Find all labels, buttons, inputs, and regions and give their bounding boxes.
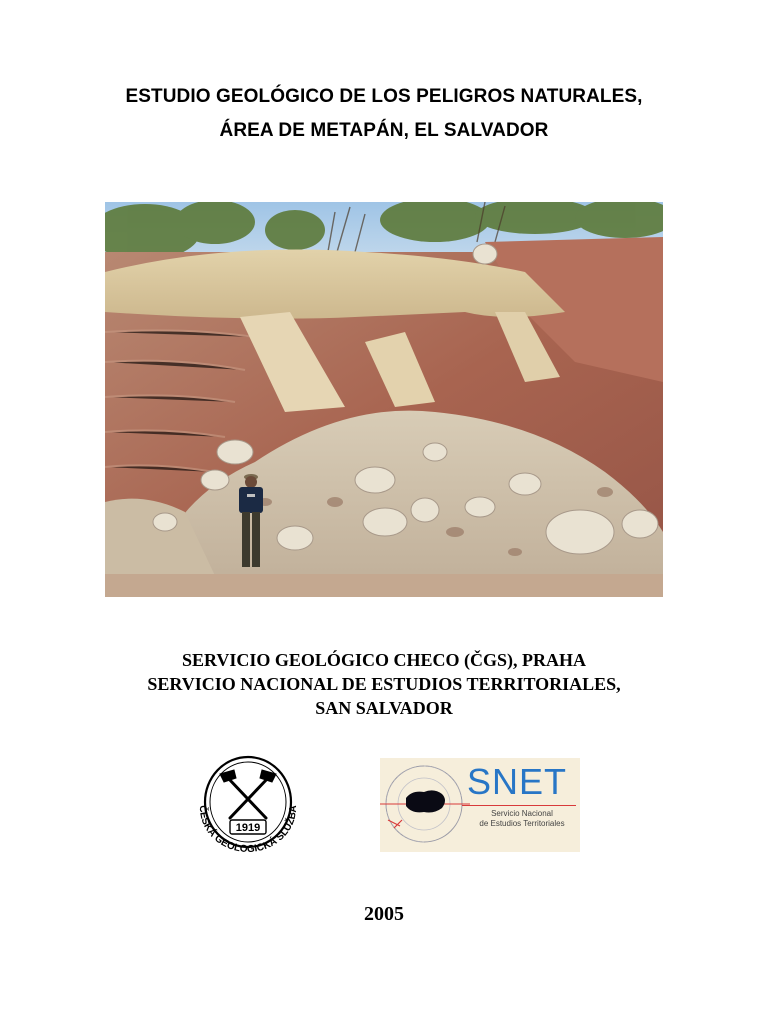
organization-line-3: SAN SALVADOR <box>315 698 453 718</box>
snet-subtitle <box>466 809 578 829</box>
snet-subtitle-line-1: Servicio Nacional <box>491 809 553 818</box>
snet-divider <box>462 805 576 806</box>
organization-line-1: SERVICIO GEOLÓGICO CHECO (ČGS), PRAHA <box>182 650 586 670</box>
snet-logo <box>380 758 580 852</box>
snet-subtitle-line-2: de Estudios Territoriales <box>479 819 565 828</box>
title-line-2: ÁREA DE METAPÁN, EL SALVADOR <box>219 120 549 141</box>
cgs-logo <box>186 752 310 856</box>
title-line-1: ESTUDIO GEOLÓGICO DE LOS PELIGROS NATURALES, <box>125 86 643 107</box>
cgs-founding-year: 1919 <box>235 822 261 834</box>
organization-line-2: SERVICIO NACIONAL DE ESTUDIOS TERRITORIALES, <box>147 674 621 694</box>
cgs-ring-text: ČESKÁ GEOLOGICKÁ SLUŽBA <box>196 805 300 856</box>
publication-year: 2005 <box>364 903 404 925</box>
organizations <box>0 648 768 720</box>
crossed-hammers-icon <box>220 770 276 818</box>
el-salvador-map-icon <box>380 758 470 852</box>
outcrop-photo <box>105 202 663 597</box>
document-title <box>0 80 768 148</box>
snet-wordmark: SNET <box>467 761 568 802</box>
